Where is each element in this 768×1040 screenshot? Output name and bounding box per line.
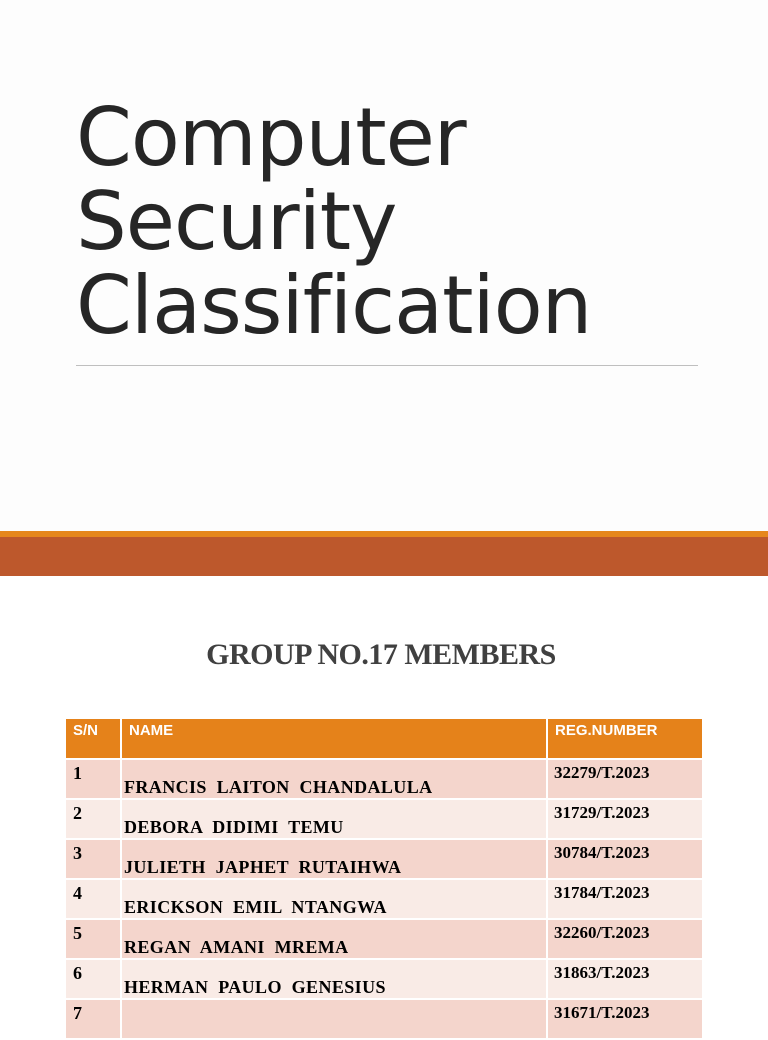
reg-number: 32279/T.2023 (554, 763, 650, 782)
title-line-3: Classification (76, 259, 592, 352)
cell-sn (66, 879, 121, 919)
table-row (66, 759, 702, 799)
sn-value: 6 (73, 963, 82, 983)
table-row (66, 879, 702, 919)
cell-reg (547, 919, 702, 959)
cell-sn (66, 959, 121, 999)
cell-sn (66, 759, 121, 799)
table-header-row (66, 719, 702, 759)
reg-number: 31671/T.2023 (554, 1003, 650, 1022)
cell-reg (547, 959, 702, 999)
title-line-1: Computer (76, 91, 466, 184)
member-name: JULIETH JAPHET RUTAIHWA (124, 857, 402, 877)
reg-number: 30784/T.2023 (554, 843, 650, 862)
table-row (66, 839, 702, 879)
cell-reg (547, 839, 702, 879)
members-table (66, 719, 702, 1040)
cell-sn (66, 799, 121, 839)
table-row (66, 999, 702, 1039)
cell-sn (66, 839, 121, 879)
cell-name (121, 799, 547, 839)
header-name: NAME (121, 719, 547, 759)
reg-number: 31863/T.2023 (554, 963, 650, 982)
title-line-2: Security (76, 175, 397, 268)
title-divider (76, 365, 698, 366)
table-row (66, 919, 702, 959)
cell-name (121, 879, 547, 919)
cell-sn (66, 999, 121, 1039)
member-name: HERMAN PAULO GENESIUS (124, 977, 386, 997)
cell-name (121, 759, 547, 799)
header-reg-number: REG.NUMBER (547, 719, 702, 759)
sn-value: 4 (73, 883, 82, 903)
member-name: DEBORA DIDIMI TEMU (124, 817, 344, 837)
table-row (66, 959, 702, 999)
reg-number: 31729/T.2023 (554, 803, 650, 822)
slide-title (76, 91, 716, 352)
cell-name (121, 919, 547, 959)
reg-number: 32260/T.2023 (554, 923, 650, 942)
cell-reg (547, 879, 702, 919)
member-name: ERICKSON EMIL NTANGWA (124, 897, 387, 917)
cell-reg (547, 759, 702, 799)
sn-value: 5 (73, 923, 82, 943)
member-name: REGAN AMANI MREMA (124, 937, 349, 957)
table-row (66, 799, 702, 839)
cell-name (121, 839, 547, 879)
sn-value: 7 (73, 1003, 82, 1023)
cell-reg (547, 799, 702, 839)
cell-sn (66, 919, 121, 959)
cell-name (121, 959, 547, 999)
member-name (122, 1000, 546, 1017)
accent-band-thick (0, 537, 768, 576)
sn-value: 3 (73, 843, 82, 863)
reg-number: 31784/T.2023 (554, 883, 650, 902)
members-slide (0, 576, 768, 1024)
sn-value: 1 (73, 763, 82, 783)
header-sn: S/N (66, 719, 121, 759)
member-name: FRANCIS LAITON CHANDALULA (124, 777, 433, 797)
members-heading: GROUP NO.17 MEMBERS (206, 638, 556, 671)
sn-value: 2 (73, 803, 82, 823)
cell-reg (547, 999, 702, 1039)
cell-name (121, 999, 547, 1039)
